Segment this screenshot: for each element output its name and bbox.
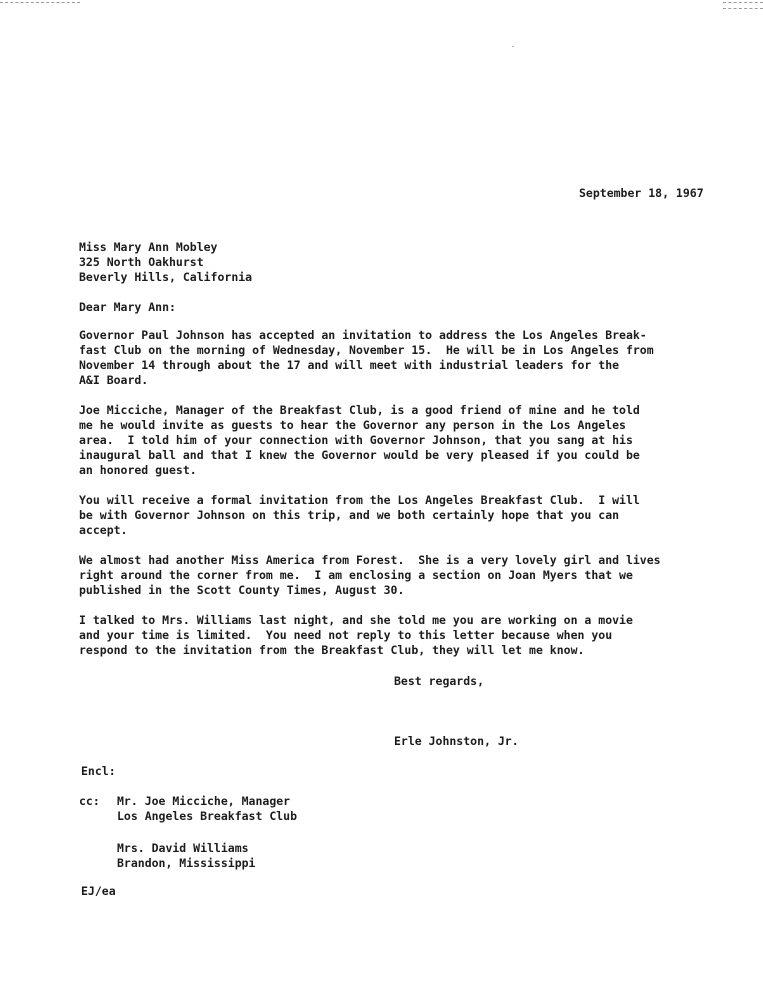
signer-name: Erle Johnston, Jr.	[394, 734, 519, 748]
paragraph-line: inaugural ball and that I knew the Governor would be very pleased if you could be	[79, 448, 640, 462]
enclosure-note: Encl:	[81, 764, 116, 778]
paragraph-line: I talked to Mrs. Williams last night, and she told me you are working on a movie	[79, 613, 633, 627]
paragraph-line: November 14 through about the 17 and will meet with industrial leaders for the	[79, 358, 620, 372]
paragraph-2	[79, 403, 709, 478]
paragraph-line: We almost had another Miss America from Forest. She is a very lovely girl and lives	[79, 553, 661, 567]
recipient-city: Beverly Hills, California	[79, 270, 253, 284]
cc-recipient-location: Brandon, Mississippi	[117, 856, 256, 870]
complimentary-close: Best regards,	[394, 674, 485, 688]
paragraph-line: area. I told him of your connection with Governor Johnson, that you sang at his	[79, 433, 633, 447]
cc-label: cc:	[79, 794, 100, 808]
recipient-name: Miss Mary Ann Mobley	[79, 240, 218, 254]
recipient-address	[79, 240, 709, 285]
paragraph-line: be with Governor Johnson on this trip, and we both certainly hope that you can	[79, 508, 620, 522]
scan-speck	[512, 46, 514, 47]
cc-list	[117, 794, 297, 871]
scan-edge-mark	[0, 2, 80, 3]
paragraph-5	[79, 613, 709, 658]
salutation: Dear Mary Ann:	[79, 300, 176, 314]
paragraph-line: Joe Micciche, Manager of the Breakfast Club, is a good friend of mine and he told	[79, 403, 640, 417]
paragraph-1	[79, 328, 709, 388]
paragraph-line: me he would invite as guests to hear the Governor any person in the Los Angeles	[79, 418, 626, 432]
paragraph-line: accept.	[79, 523, 128, 537]
paragraph-line: respond to the invitation from the Breakfast Club, they will let me know.	[79, 643, 585, 657]
paragraph-line: right around the corner from me. I am enclosing a section on Joan Myers that we	[79, 568, 633, 582]
scan-edge-mark	[723, 2, 763, 3]
paragraph-line: You will receive a formal invitation from the Los Angeles Breakfast Club. I will	[79, 493, 640, 507]
recipient-street: 325 North Oakhurst	[79, 255, 204, 269]
paragraph-line: fast Club on the morning of Wednesday, November 15. He will be in Los Angeles from	[79, 343, 654, 357]
paragraph-line: and your time is limited. You need not reply to this letter because when you	[79, 628, 613, 642]
cc-recipient-name: Mr. Joe Micciche, Manager	[117, 794, 291, 808]
paragraph-3	[79, 493, 709, 538]
paragraph-line: published in the Scott County Times, August 30.	[79, 583, 405, 597]
paragraph-4	[79, 553, 709, 598]
typist-initials: EJ/ea	[81, 884, 116, 898]
cc-recipient-name: Mrs. David Williams	[117, 841, 249, 855]
cc-recipient-org: Los Angeles Breakfast Club	[117, 809, 298, 823]
scan-edge-mark	[723, 8, 763, 9]
paragraph-line: Governor Paul Johnson has accepted an invitation to address the Los Angeles Break-	[79, 328, 647, 342]
paragraph-line: an honored guest.	[79, 463, 197, 477]
paragraph-line: A&I Board.	[79, 373, 149, 387]
letter-date: September 18, 1967	[579, 186, 704, 200]
